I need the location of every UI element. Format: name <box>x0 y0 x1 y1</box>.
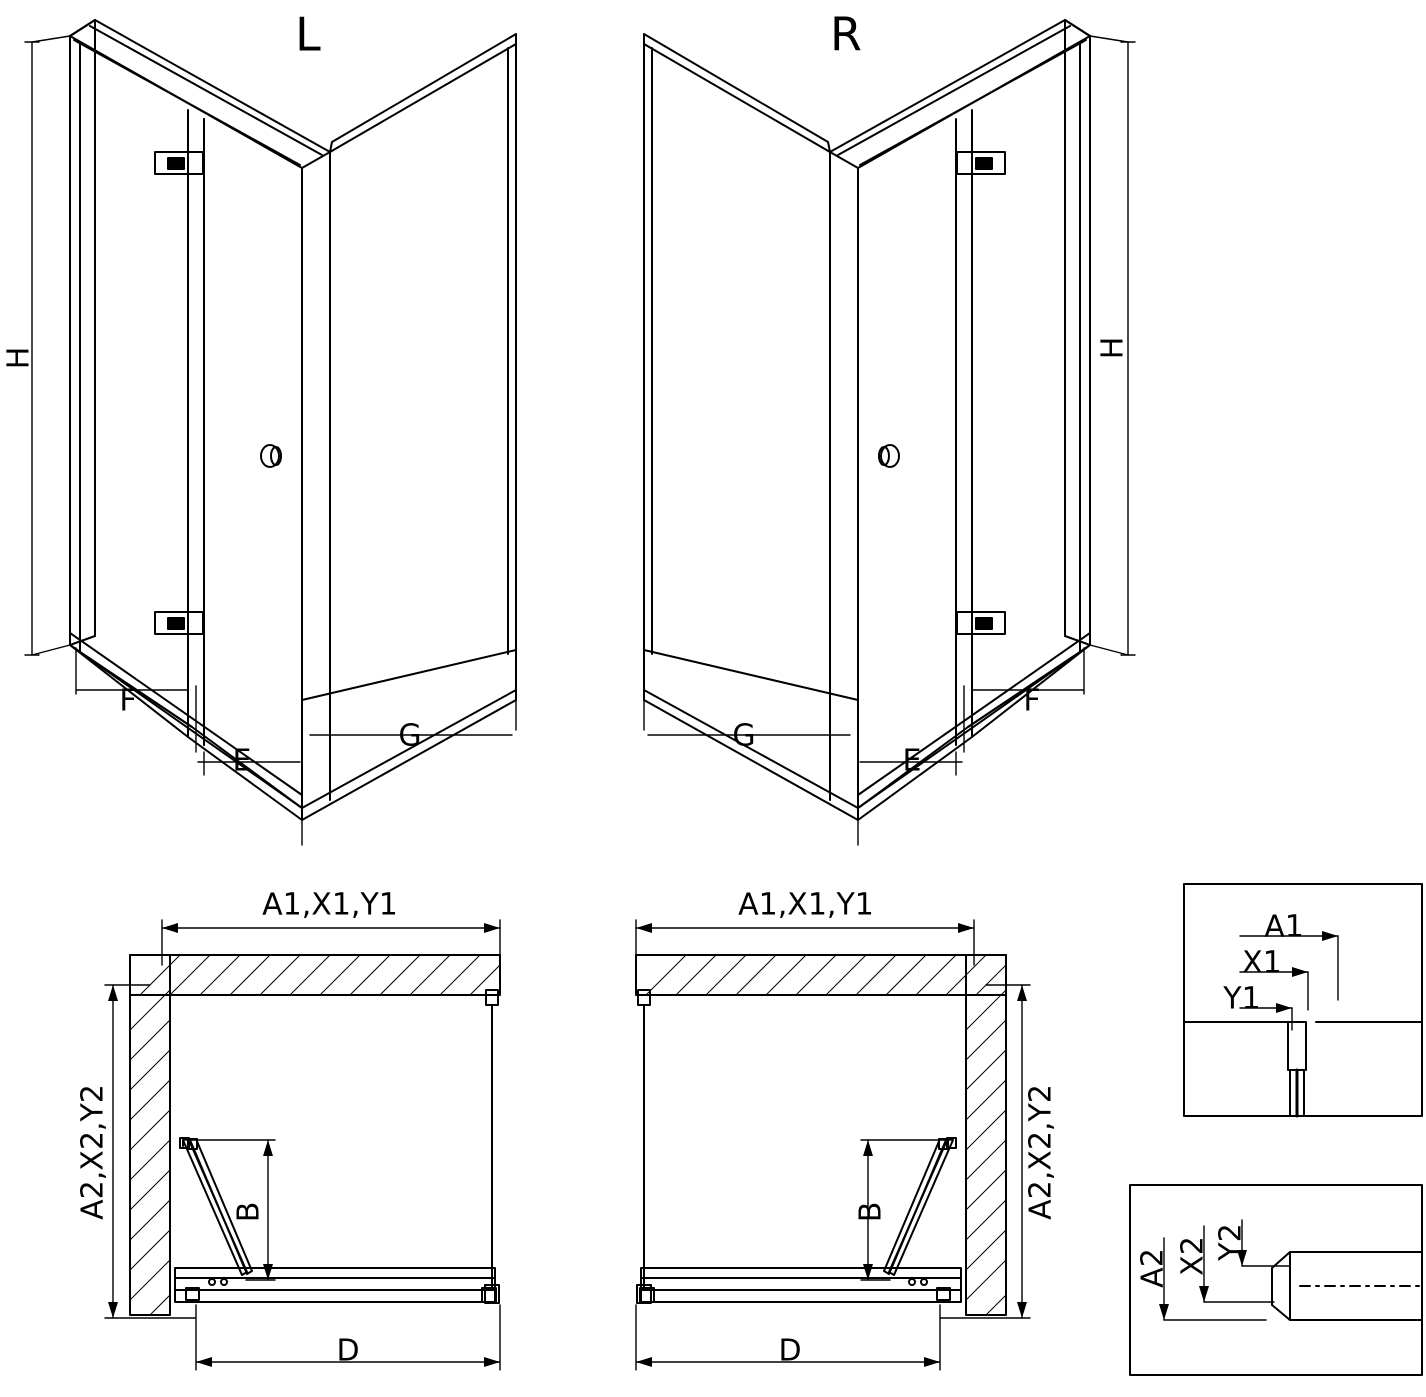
iso-right-dim-f: F <box>1023 683 1041 719</box>
plan-left-door-dim: B <box>231 1201 267 1223</box>
iso-right-enclosure <box>644 20 1135 845</box>
plan-right-side-dim: A2,X2,Y2 <box>1023 1084 1059 1220</box>
iso-left-enclosure <box>25 20 516 845</box>
iso-left-dim-f: F <box>119 683 137 719</box>
detail-bottom-dim-x2: X2 <box>1175 1236 1211 1276</box>
iso-left-title: L <box>295 7 321 62</box>
iso-right-title: R <box>830 7 862 62</box>
plan-right-bottom-dim: D <box>778 1333 802 1369</box>
detail-bottom-dim-y2: Y2 <box>1213 1223 1249 1261</box>
plan-left <box>105 920 500 1370</box>
plan-right-door-dim: B <box>853 1201 889 1223</box>
plan-right-top-dim: A1,X1,Y1 <box>738 887 874 923</box>
iso-right-dim-e: E <box>902 743 922 779</box>
plan-left-top-dim: A1,X1,Y1 <box>262 887 398 923</box>
detail-top-dim-y1: Y1 <box>1223 981 1261 1017</box>
plan-left-bottom-dim: D <box>336 1333 360 1369</box>
iso-left-dim-e: E <box>232 743 252 779</box>
plan-right <box>636 920 1030 1370</box>
iso-left-dim-g: G <box>398 718 422 754</box>
iso-right-height-label: H <box>1095 336 1131 360</box>
detail-bottom-dim-a2: A2 <box>1135 1248 1171 1288</box>
detail-top-dim-a1: A1 <box>1264 909 1304 945</box>
detail-top-dim-x1: X1 <box>1242 945 1282 981</box>
detail-bottom-right <box>1130 1185 1422 1375</box>
iso-left-height-label: H <box>1 346 37 370</box>
plan-left-side-dim: A2,X2,Y2 <box>75 1084 111 1220</box>
iso-right-dim-g: G <box>732 718 756 754</box>
